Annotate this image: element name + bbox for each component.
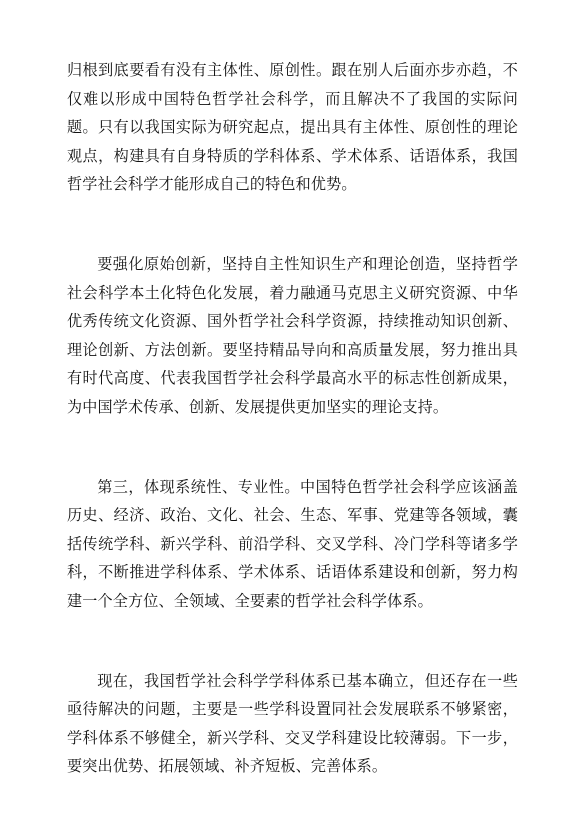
- paragraph-discipline-system: 现在，我国哲学社会科学学科体系已基本确立，但还存在一些亟待解决的问题，主要是一些学科设置同社会发展联系不够紧密，学科体系不够健全，新兴学科、交叉学科建设比较薄弱。下一步，要突出优势、拓展领域、补齐短板、完善体系。: [67, 671, 518, 776]
- paragraph-systematic-professional: 第三，体现系统性、专业性。中国特色哲学社会科学应该涵盖历史、经济、政治、文化、社会、生态、军事、党建等各领域，囊括传统学科、新兴学科、前沿学科、交叉学科、冷门学科等诸多学科，不断推进学科体系、学术体系、话语体系建设和创新，努力构建一个全方位、全领域、全要素的哲学社会科学体系。: [67, 477, 518, 610]
- paragraph-original-innovation: 要强化原始创新，坚持自主性知识生产和理论创造，坚持哲学社会科学本土化特色化发展，着力融通马克思主义研究资源、中华优秀传统文化资源、国外哲学社会科学资源，持续推动知识创新、理论创新、方法创新。要坚持精品导向和高质量发展，努力推出具有时代高度、代表我国哲学社会科学最高水平的标志性创新成果，为中国学术传承、创新、发展提供更加坚实的理论支持。: [67, 254, 518, 416]
- paragraph-originality: 归根到底要看有没有主体性、原创性。跟在别人后面亦步亦趋，不仅难以形成中国特色哲学社会科学，而且解决不了我国的实际问题。只有以我国实际为研究起点，提出具有主体性、原创性的理论观点，构建具有自身特质的学科体系、学术体系、话语体系，我国哲学社会科学才能形成自己的特色和优势。: [67, 61, 518, 194]
